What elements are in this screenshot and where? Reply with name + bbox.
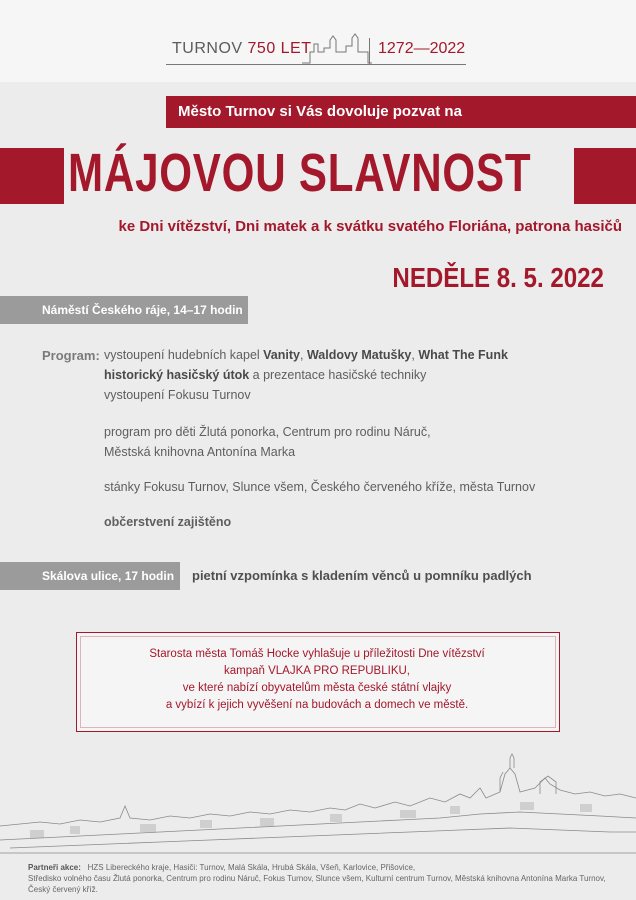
partners — [28, 862, 628, 895]
program-line-fokus: vystoupení Fokusu Turnov — [104, 388, 251, 402]
event-subtitle: ke Dni vítězství, Dni matek a k svátku svatého Floriána, patrona hasičů — [118, 218, 622, 235]
location-street: Skálova ulice, 17 hodin — [42, 569, 175, 583]
location-bar-square — [0, 296, 248, 324]
brand-divider — [369, 38, 370, 64]
program-line-kids: program pro děti Žlutá ponorka, Centrum pro rodinu Náruč, — [104, 425, 431, 439]
location-bar-street — [0, 562, 180, 590]
invite-text: Město Turnov si Vás dovoluje pozvat na — [178, 103, 462, 120]
band-name: Vanity — [263, 348, 300, 362]
program-label: Program: — [42, 348, 100, 363]
event-title: MÁJOVOU SLAVNOST — [68, 143, 532, 203]
memorial-text: pietní vzpomínka s kladením věnců u pomníku padlých — [192, 568, 532, 583]
notice-line: kampaň VLAJKA PRO REPUBLIKU, — [224, 665, 410, 677]
program-text: vystoupení hudebních kapel — [104, 348, 264, 362]
program-line-library: Městská knihovna Antonína Marka — [104, 445, 296, 459]
invite-banner — [166, 96, 636, 128]
notice-line: Starosta města Tomáš Hocke vyhlašuje u příležitosti Dne vítězství — [149, 648, 485, 660]
partners-line: HZS Libereckého kraje, Hasiči: Turnov, Malá Skála, Hrubá Skála, Všeň, Karlovice, Přišovice, — [87, 863, 416, 872]
program-text: a prezentace hasičské techniky — [249, 368, 427, 382]
location-square: Náměstí Českého ráje, 14–17 hodin — [42, 303, 243, 317]
notice-line: ve které nabízí obyvatelům města české státní vlajky — [182, 682, 452, 694]
header — [0, 0, 636, 82]
separator: , — [411, 348, 419, 362]
partners-label: Partneři akce: — [28, 863, 81, 872]
notice-line: a vybízí k jejich vyvěšení na budovách a domech ve městě. — [165, 699, 469, 711]
brand-years: 1272—2022 — [378, 40, 466, 57]
castle-skyline-icon — [302, 30, 372, 64]
program-line-stalls: stánky Fokusu Turnov, Slunce všem, Českého červeného kříže, města Turnov — [104, 480, 536, 494]
event-date: NEDĚLE 8. 5. 2022 — [392, 262, 604, 293]
brand-underline — [166, 64, 466, 65]
brand-anniversary: 750 LET — [247, 40, 312, 57]
program-line-firefighters — [104, 365, 426, 385]
brand-logo-text — [172, 40, 312, 58]
program-line-bands — [104, 345, 508, 365]
notice-text — [76, 646, 558, 714]
band-name: What The Funk — [418, 348, 508, 362]
brand-name: TURNOV — [172, 40, 243, 57]
highlight-text: historický hasičský útok — [104, 368, 250, 382]
town-skyline-illustration — [0, 748, 636, 856]
program-line-refreshments: občerstvení zajištěno — [104, 515, 232, 529]
separator: , — [299, 348, 307, 362]
partners-line: Středisko volného času Žlutá ponorka, Centrum pro rodinu Náruč, Fokus Turnov, Slunce všem, Kulturní centrum Turnov, Městská knihovna Antonína Marka Turnov, Český červený kříž. — [28, 874, 606, 894]
band-name: Waldovy Matušky — [306, 348, 412, 362]
